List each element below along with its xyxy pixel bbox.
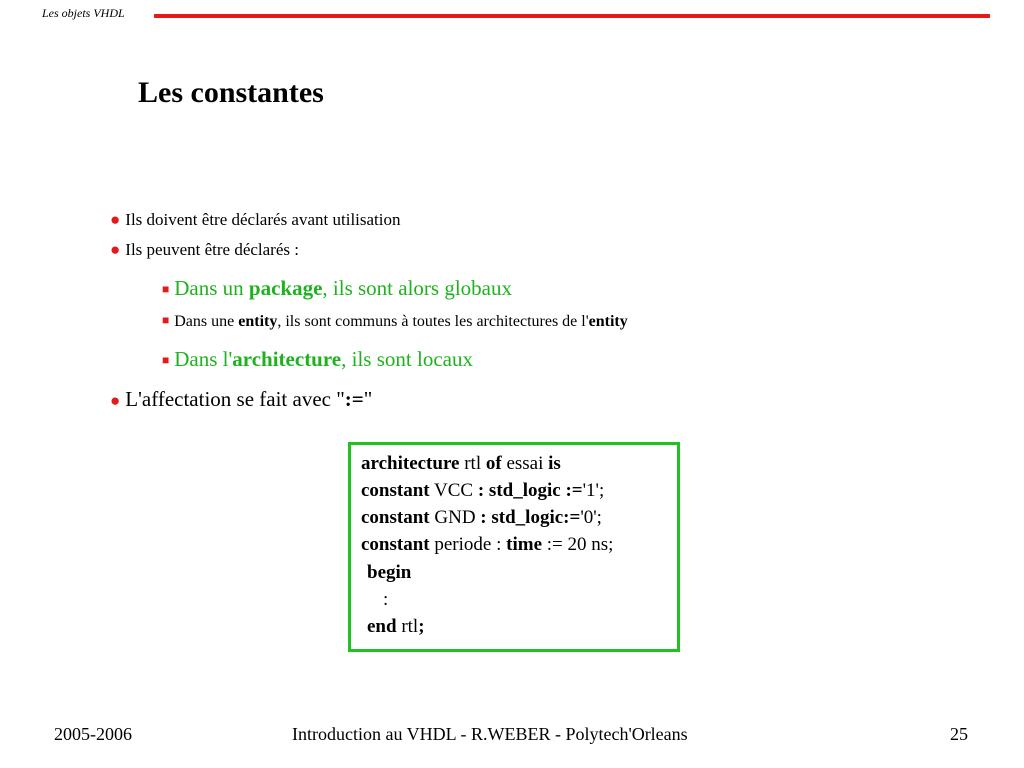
code-keyword: constant bbox=[361, 480, 430, 501]
code-text: essai bbox=[501, 453, 549, 474]
sub-bullet-package-post: , ils sont alors globaux bbox=[322, 276, 512, 300]
red-square-icon: ■ bbox=[162, 353, 170, 367]
footer-page-number: 25 bbox=[950, 724, 968, 744]
code-keyword: end bbox=[367, 616, 397, 637]
code-text: rtl bbox=[396, 616, 419, 637]
header-rule bbox=[154, 14, 990, 18]
code-text: GND bbox=[429, 507, 481, 528]
code-line-5 bbox=[367, 562, 411, 584]
code-keyword: : std_logic:= bbox=[480, 507, 581, 528]
sub-bullet-package bbox=[162, 276, 512, 301]
header-label: Les objets VHDL bbox=[42, 6, 125, 20]
slide-title: Les constantes bbox=[138, 76, 324, 109]
bullet-3 bbox=[110, 387, 372, 412]
red-square-icon: ■ bbox=[162, 313, 170, 327]
red-dot-icon: ● bbox=[110, 210, 121, 229]
red-dot-icon: ● bbox=[110, 391, 121, 410]
sub-bullet-entity-kw: entity bbox=[238, 313, 278, 330]
red-square-icon: ■ bbox=[162, 282, 170, 296]
code-text: '0'; bbox=[580, 507, 602, 528]
bullet-1-text: Ils doivent être déclarés avant utilisation bbox=[125, 210, 401, 229]
code-text: VCC bbox=[429, 480, 478, 501]
sub-bullet-architecture-kw: architecture bbox=[232, 347, 342, 371]
code-line-1 bbox=[361, 453, 561, 475]
code-text: : bbox=[383, 589, 389, 610]
bullet-3-pre: L'affectation se fait avec " bbox=[125, 387, 345, 411]
code-keyword: constant bbox=[361, 534, 430, 555]
code-keyword: ; bbox=[418, 616, 425, 637]
bullet-1 bbox=[110, 210, 401, 230]
code-text: '1'; bbox=[582, 480, 605, 501]
code-line-3 bbox=[361, 507, 602, 529]
bullet-2-text: Ils peuvent être déclarés : bbox=[125, 240, 299, 259]
red-dot-icon: ● bbox=[110, 240, 121, 259]
code-text: rtl bbox=[459, 453, 486, 474]
sub-bullet-architecture-post: , ils sont locaux bbox=[341, 347, 473, 371]
sub-bullet-entity-mid: , ils sont communs à toutes les architectures de l' bbox=[277, 313, 589, 330]
footer-date: 2005-2006 bbox=[54, 724, 132, 744]
bullet-3-post: " bbox=[363, 387, 373, 411]
code-keyword: constant bbox=[361, 507, 430, 528]
sub-bullet-entity bbox=[162, 313, 628, 331]
sub-bullet-architecture bbox=[162, 347, 473, 372]
code-keyword: is bbox=[548, 453, 561, 474]
code-keyword: of bbox=[485, 453, 502, 474]
code-keyword: : std_logic := bbox=[477, 480, 583, 501]
code-keyword: begin bbox=[367, 562, 412, 583]
code-keyword: time bbox=[506, 534, 543, 555]
sub-bullet-package-pre: Dans un bbox=[174, 276, 249, 300]
code-line-6 bbox=[383, 589, 388, 611]
code-keyword: architecture bbox=[361, 453, 460, 474]
code-text: := 20 ns; bbox=[542, 534, 614, 555]
bullet-2 bbox=[110, 240, 299, 260]
code-line-2 bbox=[361, 480, 604, 502]
sub-bullet-architecture-pre: Dans l' bbox=[174, 347, 233, 371]
sub-bullet-entity-pre: Dans une bbox=[174, 313, 239, 330]
footer-course-title: Introduction au VHDL - R.WEBER - Polytech'Orleans bbox=[292, 724, 688, 744]
code-line-7 bbox=[367, 616, 425, 638]
bullet-3-kw: := bbox=[344, 387, 364, 411]
sub-bullet-entity-kw2: entity bbox=[588, 313, 628, 330]
code-text: periode : bbox=[429, 534, 507, 555]
code-example-box bbox=[348, 442, 680, 652]
sub-bullet-package-kw: package bbox=[248, 276, 323, 300]
code-line-4 bbox=[361, 534, 613, 556]
